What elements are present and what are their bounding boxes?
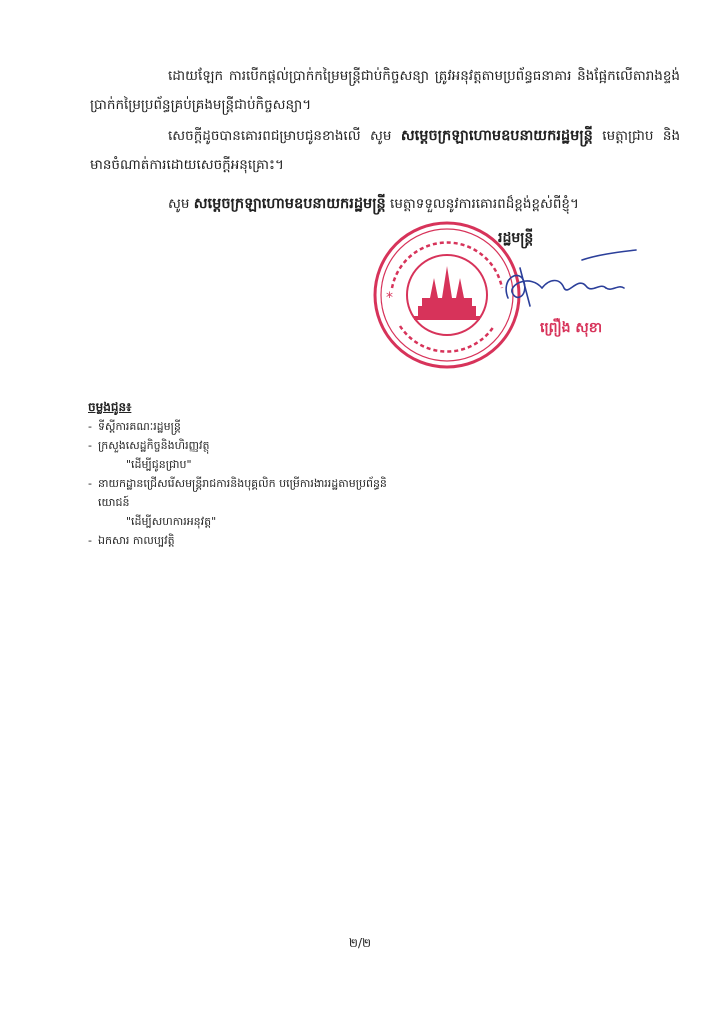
list-item: - ក្រសួងសេដ្ឋកិច្ចនិងហិរញ្ញវត្ថុ (88, 436, 388, 455)
addressee-title: សម្តេចក្រឡាហោមឧបនាយករដ្ឋមន្ត្រី (400, 128, 593, 144)
signer-name: ព្រឿង សុខា (540, 320, 603, 336)
paragraph-payment-method: ដោយឡែក ការបើកផ្តល់ប្រាក់កម្រៃមន្ត្រីជាប់កិច្ចសន្យា ត្រូវអនុវត្តតាមប្រព័ន្ធធនាគារ និងផ្អែកលើតារាងខ្ទង់ប្រាក់កម្រៃប្រព័ន្ធគ្រប់គ្រងមន្ត្រីជាប់កិច្ចសន្យា។ (90, 68, 680, 113)
svg-text:*: * (386, 290, 393, 306)
paragraph-closing-respect: សូម សម្តេចក្រឡាហោមឧបនាយករដ្ឋមន្ត្រី មេត្តាទទួលនូវការគោរពដ៏ខ្ពង់ខ្ពស់ពីខ្ញុំ។ (168, 196, 579, 212)
cc-heading: ចម្លងជូន៖ (88, 400, 132, 414)
list-item: - នាយកដ្ឋានជ្រើសរើសមន្ត្រីរាជការនិងបុគ្គលិក បម្រើការងាររដ្ឋតាមប្រព័ន្ធនិយោជន៍ (88, 474, 388, 512)
list-item: - ទីស្តីការគណៈរដ្ឋមន្ត្រី (88, 417, 388, 436)
list-item: - ឯកសារ កាលប្បវត្តិ (88, 531, 388, 550)
list-item-note: "ដើម្បីសហការអនុវត្ត" (126, 515, 217, 528)
addressee-title: សម្តេចក្រឡាហោមឧបនាយករដ្ឋមន្ត្រី (193, 196, 386, 212)
carbon-copy-list (88, 398, 388, 550)
temple-emblem (414, 266, 480, 320)
handwritten-signature (490, 248, 640, 308)
minister-title: រដ្ឋមន្ត្រី (498, 230, 534, 246)
list-item-note: "ដើម្បីជូនជ្រាប" (126, 458, 192, 471)
paragraph-request-action: សេចក្តីដូចបានគោរពជម្រាបជូនខាងលើ សូម សម្តេចក្រឡាហោមឧបនាយករដ្ឋមន្ត្រី មេត្តាជ្រាប និងមានចំណាត់ការដោយសេចក្តីអនុគ្រោះ។ (90, 128, 681, 173)
page-number: ២/២ (348, 936, 372, 950)
signature-block (370, 218, 660, 358)
